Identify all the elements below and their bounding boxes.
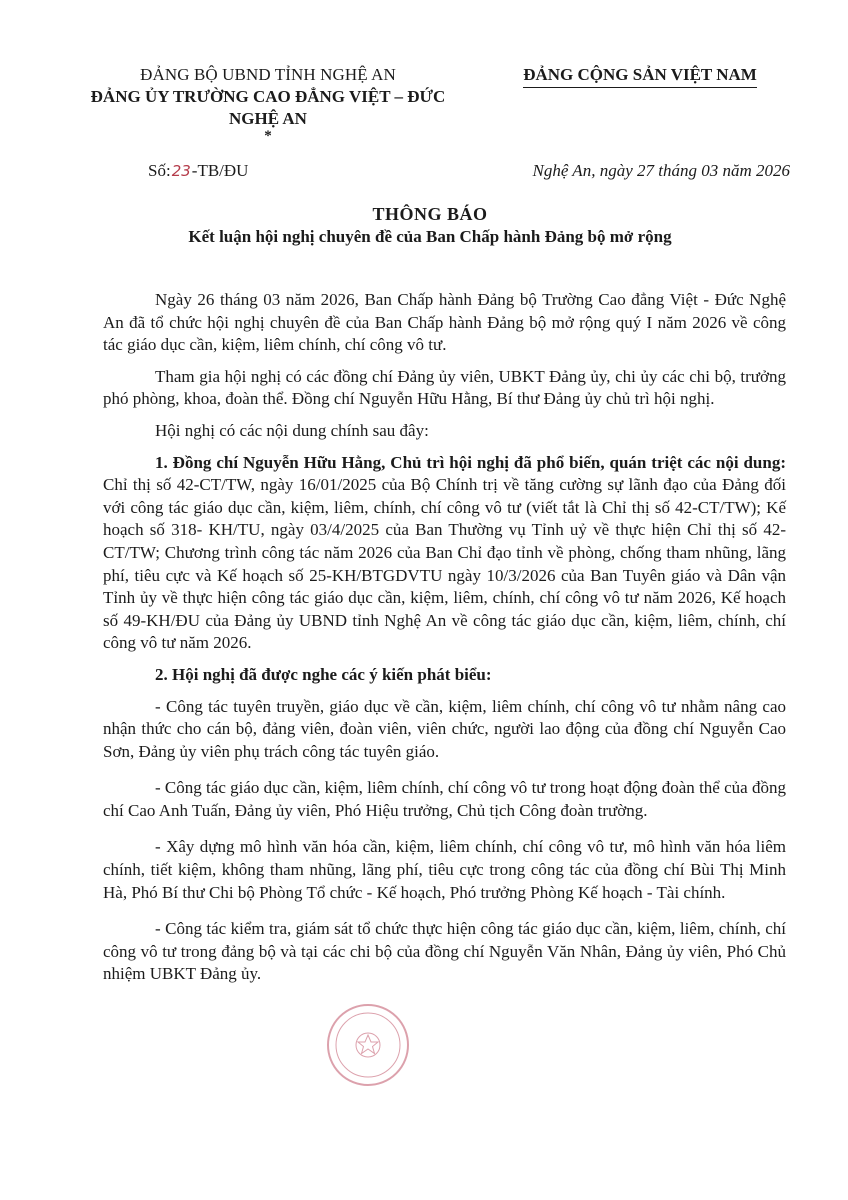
paragraph-2: Tham gia hội nghị có các đồng chí Đảng ủy viên, UBKT Đảng ủy, chi ủy các chi bộ, trưởng phó phòng, khoa, đoàn thể. Đồng chí Nguyễn Hữu Hằng, Bí thư Đảng ủy chủ trì hội nghị.: [103, 366, 786, 409]
bullet-1: - Công tác tuyên truyền, giáo dục về cần, kiệm, liêm chính, chí công vô tư nhằm nâng cao nhận thức cho cán bộ, đảng viên, đoàn viên, viên chức, người lao động của đồng chí Nguyễn Cao Sơn, Đảng ủy viên phụ trách công tác tuyên giáo.: [103, 696, 786, 761]
bullet-4: - Công tác kiểm tra, giám sát tổ chức thực hiện công tác giáo dục cần, kiệm, liêm, chính, chí công vô tư trong đảng bộ và tại các chi bộ của đồng chí Nguyễn Văn Nhân, Đảng ủy viên, Phó Chủ nhiệm UBKT Đảng ủy.: [103, 919, 786, 984]
paragraph-1: Ngày 26 tháng 03 năm 2026, Ban Chấp hành Đảng bộ Trường Cao đẳng Việt - Đức Nghệ An đã tổ chức hội nghị chuyên đề của Ban Chấp hành Đảng bộ mở rộng quý I năm 2026 về công tác giáo dục cần, kiệm, liêm chính, chí công vô tư.: [103, 290, 786, 355]
stamp-seal-icon: [325, 1002, 411, 1088]
party-name: ĐẢNG CỘNG SẢN VIỆT NAM: [523, 64, 757, 88]
so-number-handwritten: 23: [171, 162, 191, 180]
org-line-2: ĐẢNG ỦY TRƯỜNG CAO ĐẲNG VIỆT – ĐỨC: [90, 87, 446, 106]
document-date: Nghệ An, ngày 27 tháng 03 năm 2026: [532, 161, 790, 180]
star-mark: *: [264, 128, 272, 144]
org-line-1: ĐẢNG BỘ UBND TỈNH NGHỆ AN: [140, 65, 396, 84]
section-2-heading: 2. Hội nghị đã được nghe các ý kiến phát biểu:: [155, 664, 492, 684]
document-title: THÔNG BÁO: [372, 204, 488, 224]
bullet-3: - Xây dựng mô hình văn hóa cần, kiệm, liêm chính, chí công vô tư, mô hình văn hóa liêm chính, tiết kiệm, không tham nhũng, lãng phí, tiêu cực trong công tác của đồng chí Bùi Thị Minh Hà, Phó Bí thư Chi bộ Phòng Tổ chức - Kế hoạch, Phó trưởng Phòng Kế hoạch - Tài chính.: [103, 837, 786, 902]
document-number: [148, 160, 248, 182]
org-line-3: NGHỆ AN: [229, 109, 307, 128]
party-heading: [490, 64, 790, 88]
section-1: [103, 452, 786, 655]
document-subtitle: Kết luận hội nghị chuyên đề của Ban Chấp hành Đảng bộ mở rộng: [188, 227, 672, 246]
section-1-text: Chỉ thị số 42-CT/TW, ngày 16/01/2025 của Bộ Chính trị về tăng cường sự lãnh đạo của Đảng đối với công tác giáo dục cần, kiệm, liêm, chính, chí công vô tư (viết tắt là Chỉ thị số 42-CT/TW); Kế hoạch số 318- KH/TU, ngày 03/4/2025 của Ban Thường vụ Tỉnh uỷ về thực hiện Chỉ thị số 42-CT/TW; Chương trình công tác năm 2026 của Ban Chỉ đạo tỉnh về phòng, chống tham nhũng, lãng phí, tiêu cực và Kế hoạch số 25-KH/BTGDVTU ngày 10/3/2026 của Ban Tuyên giáo và Dân vận Tỉnh ủy về thực hiện công tác giáo dục cần, kiệm, liêm, chính, chí công vô tư năm 2026, Kế hoạch số 49-KH/ĐU của Đảng ủy UBND tỉnh Nghệ An về công tác giáo dục cần, kiệm, liêm, chính, chí công vô tư năm 2026.: [103, 475, 786, 653]
so-suffix: -TB/ĐU: [191, 161, 249, 180]
bullet-2: - Công tác giáo dục cần, kiệm, liêm chính, chí công vô tư trong hoạt động đoàn thể của đồng chí Cao Anh Tuấn, Đảng ủy viên, Phó Hiệu trưởng, Chủ tịch Công đoàn trường.: [103, 778, 786, 820]
issuing-organization: [72, 64, 464, 142]
paragraph-3: Hội nghị có các nội dung chính sau đây:: [155, 420, 429, 440]
so-prefix: Số:: [148, 161, 171, 180]
section-1-heading: 1. Đồng chí Nguyễn Hữu Hằng, Chủ trì hội nghị đã phổ biến, quán triệt các nội dung:: [155, 452, 786, 472]
document-body: [103, 289, 786, 1000]
